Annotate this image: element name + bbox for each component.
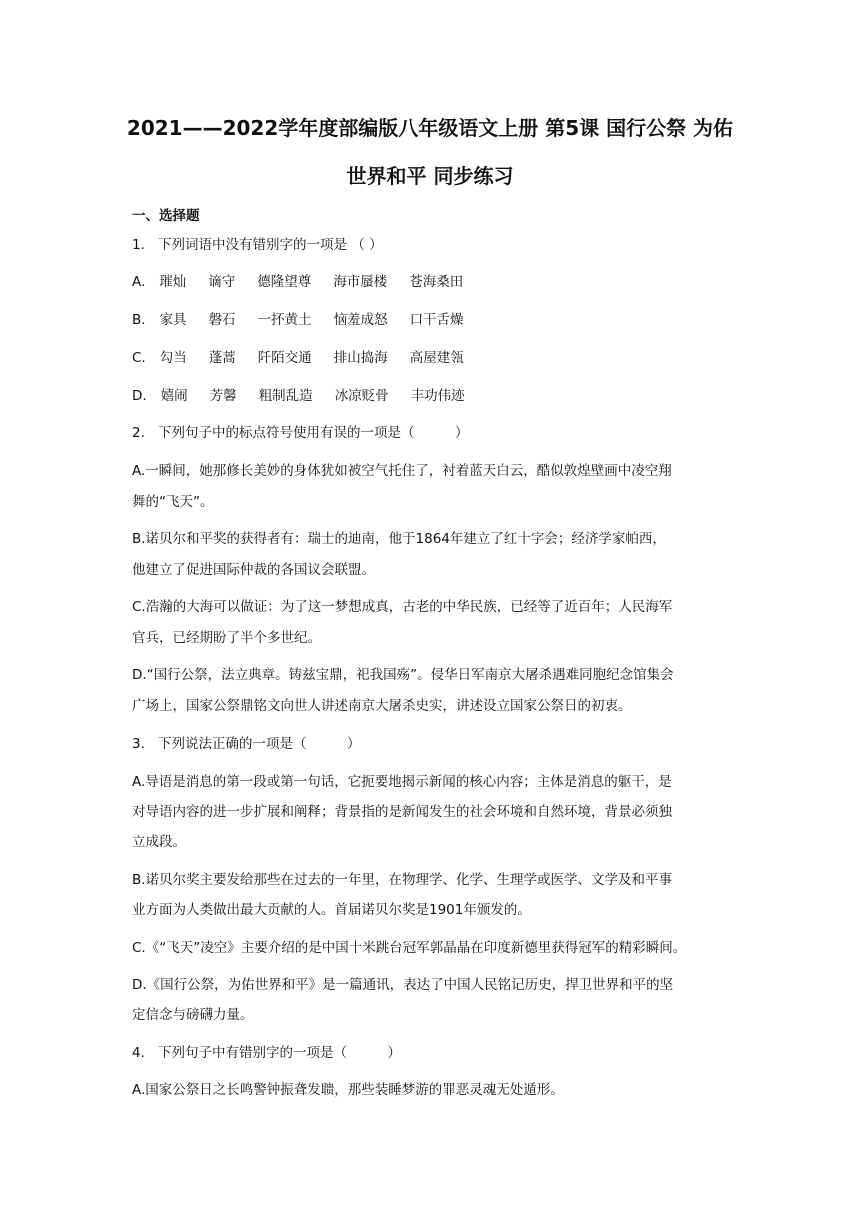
question-number: 3. — [132, 736, 145, 752]
option-word: 恼羞成怒 — [333, 312, 388, 328]
option-letter: B. — [132, 312, 146, 328]
option-word: 高屋建瓴 — [409, 350, 464, 366]
option-line: 他建立了促进国际仲裁的各国议会联盟。 — [132, 562, 375, 578]
option-word: 谪守 — [208, 274, 236, 290]
option-line: D.《国行公祭，为佑世界和平》是一篇通讯，表达了中国人民铭记历史，捍卫世界和平的坚 — [132, 977, 674, 993]
option-word: 璀灿 — [159, 274, 187, 290]
option-word: 丰功伟迹 — [410, 388, 465, 404]
option-letter: C. — [132, 350, 146, 366]
option-word: 冰凉贬骨 — [334, 388, 389, 404]
option-line: 广场上，国家公祭鼎铭文向世人讲述南京大屠杀史实，讲述设立国家公祭日的初衷。 — [132, 698, 632, 714]
option-line: C.浩瀚的大海可以做证：为了这一梦想成真，古老的中华民族，已经等了近百年；人民海军 — [132, 599, 673, 615]
option-line: 定信念与磅礴力量。 — [132, 1007, 254, 1023]
option-word: 家具 — [159, 312, 187, 328]
option-line: A.一瞬间，她那修长美妙的身体犹如被空气托住了，衬着蓝天白云，酷似敦煌壁画中凌空翔 — [132, 463, 672, 479]
option-row — [132, 308, 486, 328]
option-word: 粗制乱造 — [258, 388, 313, 404]
question-number: 4. — [132, 1045, 145, 1061]
option-word: 苍海桑田 — [409, 274, 464, 290]
option-word: 芳馨 — [209, 388, 237, 404]
question-stem: 3. 下列说法正确的一项是（ ） — [132, 736, 361, 752]
option-line: D.“国行公祭，法立典章。铸兹宝鼎，祀我国殇”。侵华日军南京大屠杀遇难同胞纪念馆集会 — [132, 667, 674, 683]
option-word: 德隆望尊 — [257, 274, 312, 290]
option-line: 官兵，已经期盼了半个多世纪。 — [132, 630, 321, 646]
option-word: 磐石 — [208, 312, 236, 328]
option-line: 业方面为人类做出最大贡献的人。首届诺贝尔奖是1901年颁发的。 — [132, 902, 531, 918]
option-line: 立成段。 — [132, 834, 186, 850]
option-word: 蓬蒿 — [208, 350, 236, 366]
option-word: 嬉闹 — [160, 388, 188, 404]
question-number: 1. — [132, 237, 145, 253]
title-line-2: 世界和平 同步练习 — [346, 164, 514, 188]
option-line: 舞的“飞天”。 — [132, 494, 214, 510]
option-word: 一抔黄土 — [257, 312, 312, 328]
option-line: A.导语是消息的第一段或第一句话，它扼要地揭示新闻的核心内容；主体是消息的躯干，是 — [132, 774, 672, 790]
option-word: 勾当 — [159, 350, 187, 366]
option-line: B.诺贝尔和平奖的获得者有：瑞士的迪南，他于1864年建立了红十字会；经济学家帕西， — [132, 531, 666, 547]
option-row — [132, 270, 485, 290]
document-title — [100, 104, 760, 200]
option-line: B.诺贝尔奖主要发给那些在过去的一年里，在物理学、化学、生理学或医学、文学及和平事 — [132, 872, 673, 888]
option-letter: D. — [132, 388, 147, 404]
question-stem: 2. 下列句子中的标点符号使用有误的一项是（ ） — [132, 425, 469, 441]
question-stem: 1. 下列词语中没有错别字的一项是 （ ） — [132, 237, 383, 253]
option-row — [132, 384, 487, 404]
option-letter: A. — [132, 274, 146, 290]
question-stem: 4. 下列句子中有错别字的一项是（ ） — [132, 1045, 401, 1061]
option-line: C.《“飞天”凌空》主要介绍的是中国十米跳台冠军郭晶晶在印度新德里获得冠军的精彩瞬间。 — [132, 940, 687, 956]
option-word: 口干舌燥 — [409, 312, 464, 328]
question-number: 2. — [132, 425, 145, 441]
option-line: 对导语内容的进一步扩展和阐释；背景指的是新闻发生的社会环境和自然环境，背景必须独 — [132, 804, 672, 820]
option-row — [132, 346, 486, 366]
section-heading: 一、选择题 — [132, 208, 200, 224]
option-line: A.国家公祭日之长鸣警钟振聋发聩，那些装睡梦游的罪恶灵魂无处遁形。 — [132, 1082, 564, 1098]
option-word: 海市蜃楼 — [333, 274, 388, 290]
title-line-1: 2021——2022学年度部编版八年级语文上册 第5课 国行公祭 为佑 — [126, 116, 734, 140]
option-word: 排山捣海 — [333, 350, 388, 366]
option-word: 阡陌交通 — [257, 350, 312, 366]
